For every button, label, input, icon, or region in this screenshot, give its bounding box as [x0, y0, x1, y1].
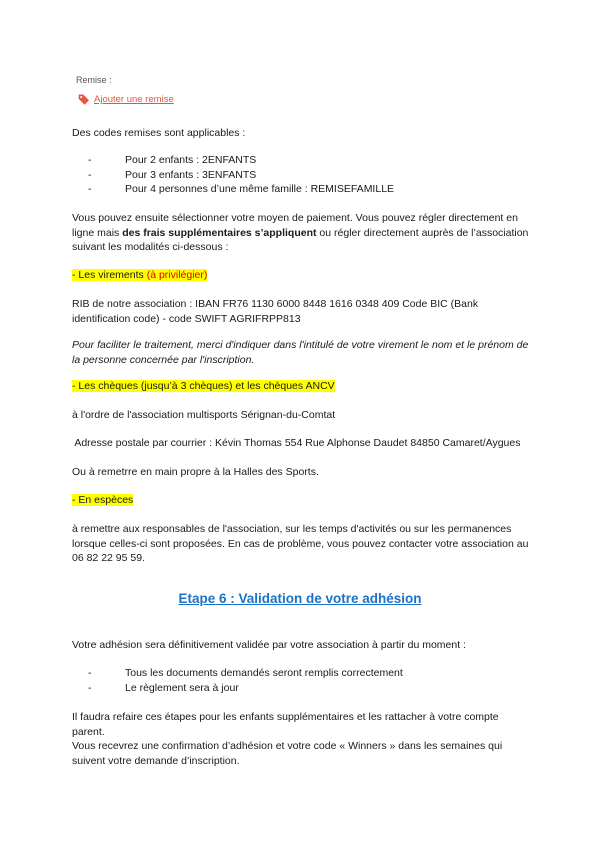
rib-paragraph: RIB de notre association : IBAN FR76 1130 6000 8448 1616 0348 409 Code BIC (Bank identification code) - code SWIFT AGRIFRPP813	[72, 298, 479, 325]
list-item: - Tous les documents demandés seront remplis correctement	[88, 666, 532, 681]
virement-note: Pour faciliter le traitement, merci d'indiquer dans l'intitulé de votre virement le nom et le prénom de la personne concernée par l'inscription.	[72, 339, 529, 366]
etape6-heading: Etape 6 : Validation de votre adhésion	[178, 591, 422, 606]
add-discount-text[interactable]: Ajouter une remise	[94, 94, 174, 105]
validation-list	[72, 666, 532, 695]
payment-paragraph: Vous pouvez ensuite sélectionner votre moyen de paiement. Vous pouvez régler directement en ligne mais des frais supplémentaires s’appliquent ou régler directement auprès de l’association suivant les modalités ci-dessous :	[72, 212, 529, 254]
add-discount-link[interactable]	[78, 93, 174, 106]
codes-intro: Des codes remises sont applicables :	[72, 127, 246, 139]
cheques-order: à l'ordre de l'association multisports Sérignan-du-Comtat	[72, 409, 336, 421]
tag-icon	[78, 93, 91, 106]
confirmation-paragraph: Vous recevrez une confirmation d’adhésion et votre code « Winners » dans les semaines qui suivent votre demande d’inscription.	[72, 740, 503, 767]
hand-delivery: Ou à remetrre en main propre à la Halles des Sports.	[72, 466, 319, 478]
list-item: - Pour 4 personnes d’une même famille : REMISEFAMILLE	[88, 182, 532, 197]
virements-heading: - Les virements (à privilégier)	[72, 269, 208, 281]
codes-list	[72, 153, 532, 197]
list-item: - Pour 3 enfants : 3ENFANTS	[88, 168, 532, 183]
especes-heading: - En espèces	[72, 494, 134, 506]
postal-address: Adresse postale par courrier : Kévin Thomas 554 Rue Alphonse Daudet 84850 Camaret/Aygues	[72, 437, 521, 449]
list-item: - Le règlement sera à jour	[88, 681, 532, 696]
cheques-heading: - Les chèques (jusqu’à 3 chèques) et les chèques ANCV	[72, 380, 335, 392]
remise-label: Remise :	[76, 75, 112, 85]
list-item: - Pour 2 enfants : 2ENFANTS	[88, 153, 532, 168]
etape6-intro: Votre adhésion sera définitivement validée par votre association à partir du moment :	[72, 639, 466, 651]
especes-text: à remettre aux responsables de l'association, sur les temps d'activités ou sur les permanences lorsque celles-ci sont proposées. En cas de problème, vous pouvez contacter votre association au 06 82 22 95 59.	[72, 523, 529, 565]
refaire-paragraph: Il faudra refaire ces étapes pour les enfants supplémentaires et les rattacher à votre compte parent.	[72, 711, 499, 738]
